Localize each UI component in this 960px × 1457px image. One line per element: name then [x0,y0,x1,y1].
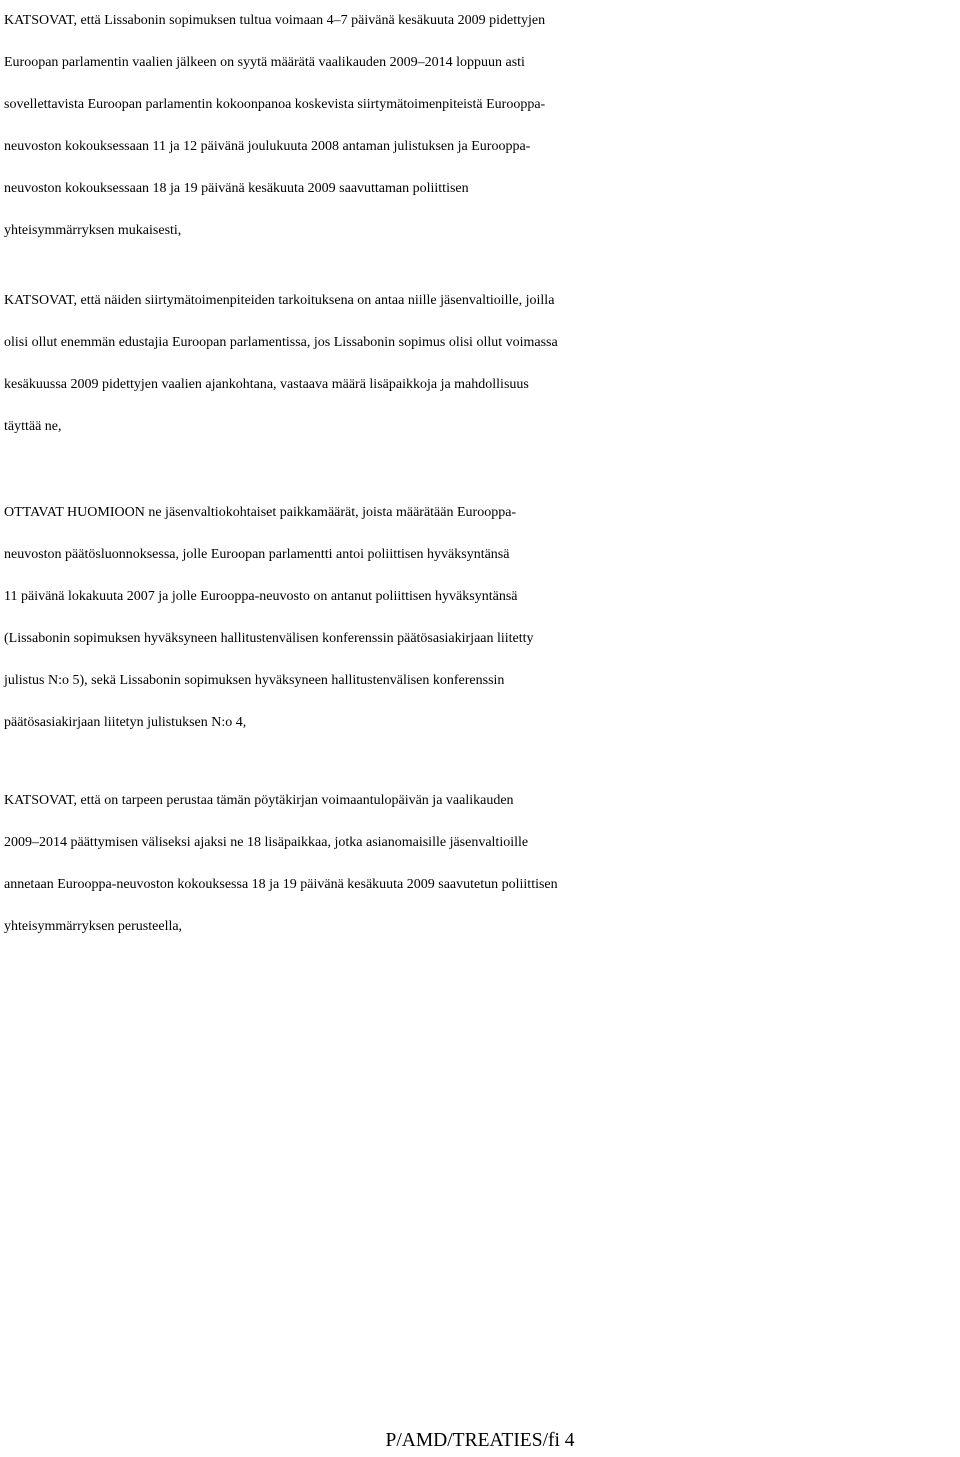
text-line: OTTAVAT HUOMIOON ne jäsenvaltiokohtaiset paikkamäärät, joista määrätään Eurooppa- [4,505,517,520]
paragraph-ottavat-huomioon [4,492,960,744]
text-line: KATSOVAT, että näiden siirtymätoimenpiteiden tarkoituksena on antaa niille jäsenvaltioille, joilla [4,293,555,308]
text-line: neuvoston päätösluonnoksessa, jolle Euroopan parlamentti antoi poliittisen hyväksyntänsä [4,547,510,562]
page-footer: P/AMD/TREATIES/fi 4 [385,1430,575,1451]
text-line: yhteisymmärryksen perusteella, [4,919,183,934]
text-line: sovellettavista Euroopan parlamentin kokoonpanoa koskevista siirtymätoimenpiteistä Eurooppa- [4,97,546,112]
text-line: neuvoston kokouksessaan 11 ja 12 päivänä joulukuuta 2008 antaman julistuksen ja Eurooppa- [4,139,531,154]
text-line: täyttää ne, [4,419,62,434]
text-line: KATSOVAT, että on tarpeen perustaa tämän pöytäkirjan voimaantulopäivän ja vaalikauden [4,793,514,808]
paragraph-katsovat-1 [4,0,960,252]
paragraph-katsovat-3 [4,780,960,948]
text-line: julistus N:o 5), sekä Lissabonin sopimuksen hyväksyneen hallitustenvälisen konferenssin [4,673,505,688]
text-line: yhteisymmärryksen mukaisesti, [4,223,182,238]
text-line: (Lissabonin sopimuksen hyväksyneen hallitustenvälisen konferenssin päätösasiakirjaan liitetty [4,631,534,646]
text-line: Euroopan parlamentin vaalien jälkeen on syytä määrätä vaalikauden 2009–2014 loppuun asti [4,55,525,70]
paragraph-katsovat-2 [4,280,960,448]
text-line: kesäkuussa 2009 pidettyjen vaalien ajankohtana, vastaava määrä lisäpaikkoja ja mahdollisuus [4,377,529,392]
text-line: päätösasiakirjaan liitetyn julistuksen N:o 4, [4,715,247,730]
text-line: KATSOVAT, että Lissabonin sopimuksen tultua voimaan 4–7 päivänä kesäkuuta 2009 pidettyjen [4,13,546,28]
text-line: 11 päivänä lokakuuta 2007 ja jolle Eurooppa-neuvosto on antanut poliittisen hyväksyntänsä [4,589,518,604]
text-line: 2009–2014 päättymisen väliseksi ajaksi ne 18 lisäpaikkaa, jotka asianomaisille jäsenvaltioille [4,835,529,850]
text-line: olisi ollut enemmän edustajia Euroopan parlamentissa, jos Lissabonin sopimus olisi ollut voimassa [4,335,558,350]
text-line: neuvoston kokouksessaan 18 ja 19 päivänä kesäkuuta 2009 saavuttaman poliittisen [4,181,469,196]
text-line: annetaan Eurooppa-neuvoston kokouksessa 18 ja 19 päivänä kesäkuuta 2009 saavutetun poliittisen [4,877,558,892]
